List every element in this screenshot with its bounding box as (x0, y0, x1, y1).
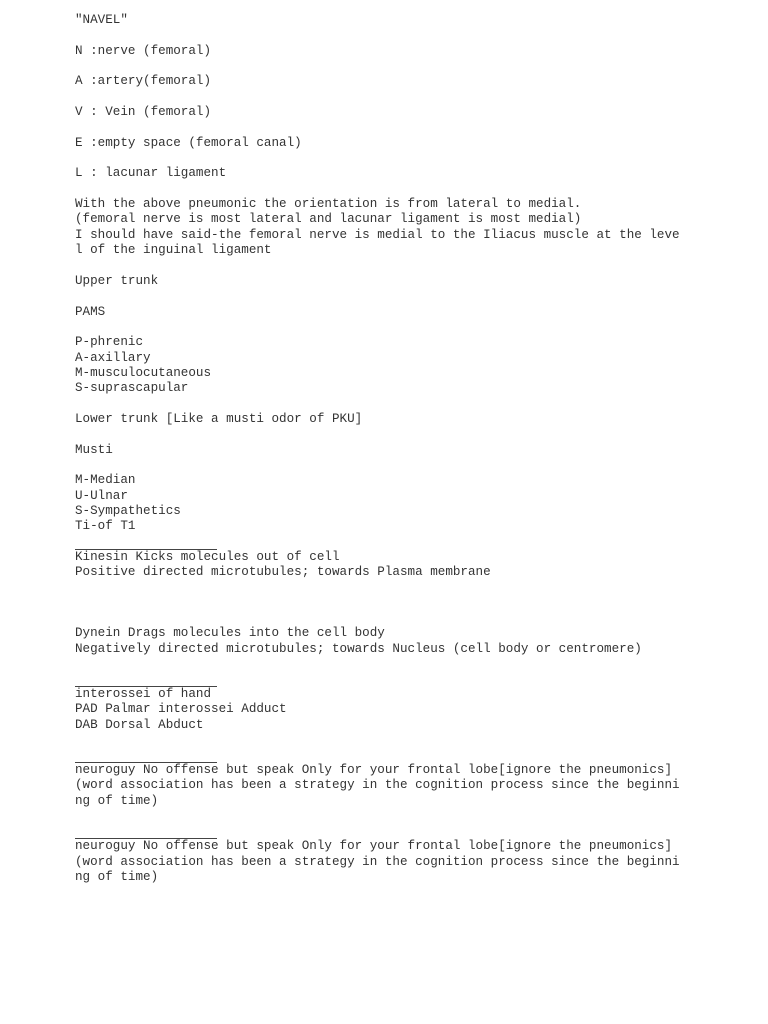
navel-note-2: (femoral nerve is most lateral and lacunar ligament is most medial) (75, 212, 582, 227)
upper-trunk-mnemonic: PAMS (75, 304, 106, 319)
interossei-heading: interossei of hand (75, 687, 212, 702)
navel-v: V : Vein (femoral) (75, 105, 212, 120)
navel-note-1: With the above pneumonic the orientation is from lateral to medial. (75, 197, 582, 212)
interossei-dab: DAB Dorsal Abduct (75, 717, 204, 732)
comment-1-line-3: ng of time) (75, 793, 159, 808)
dynein-line-2: Negatively directed microtubules; towards Nucleus (cell body or centromere) (75, 641, 642, 656)
comment-1-line-1: neuroguy No offense but speak Only for your frontal lobe[ignore the pneumonics] (75, 763, 673, 778)
upper-trunk-item: P-phrenic (75, 335, 144, 350)
navel-n: N :nerve (femoral) (75, 43, 212, 58)
navel-a: A :artery(femoral) (75, 74, 212, 89)
kinesin-line-2: Positive directed microtubules; towards Plasma membrane (75, 565, 491, 580)
upper-trunk-item: A-axillary (75, 350, 151, 365)
lower-trunk-item: S-Sympathetics (75, 504, 181, 518)
lower-trunk-item: Ti-of T1 (75, 519, 136, 534)
comment-2-line-1: neuroguy No offense but speak Only for your frontal lobe[ignore the pneumonics] (75, 839, 673, 854)
comment-2-line-2: (word association has been a strategy in the cognition process since the beginni (75, 854, 680, 869)
navel-note-4: l of the inguinal ligament (75, 243, 272, 258)
upper-trunk-item: S-suprascapular (75, 381, 189, 396)
lower-trunk-mnemonic: Musti (75, 442, 113, 457)
interossei-pad: PAD Palmar interossei Adduct (75, 702, 287, 717)
navel-title: "NAVEL" (75, 13, 128, 27)
lower-trunk-item: M-Median (75, 473, 136, 488)
navel-note-3: I should have said-the femoral nerve is medial to the Iliacus muscle at the leve (75, 227, 680, 242)
upper-trunk-heading: Upper trunk (75, 273, 159, 288)
document-page (75, 13, 715, 885)
comment-1-line-2: (word association has been a strategy in the cognition process since the beginni (75, 778, 680, 793)
navel-e: E :empty space (femoral canal) (75, 135, 302, 150)
kinesin-line-1: Kinesin Kicks molecules out of cell (75, 549, 340, 564)
upper-trunk-item: M-musculocutaneous (75, 365, 212, 380)
lower-trunk-item: U-Ulnar (75, 488, 128, 503)
lower-trunk-heading: Lower trunk [Like a musti odor of PKU] (75, 411, 363, 426)
navel-l: L : lacunar ligament (75, 166, 227, 181)
dynein-line-1: Dynein Drags molecules into the cell body (75, 626, 385, 641)
comment-2-line-3: ng of time) (75, 869, 159, 884)
